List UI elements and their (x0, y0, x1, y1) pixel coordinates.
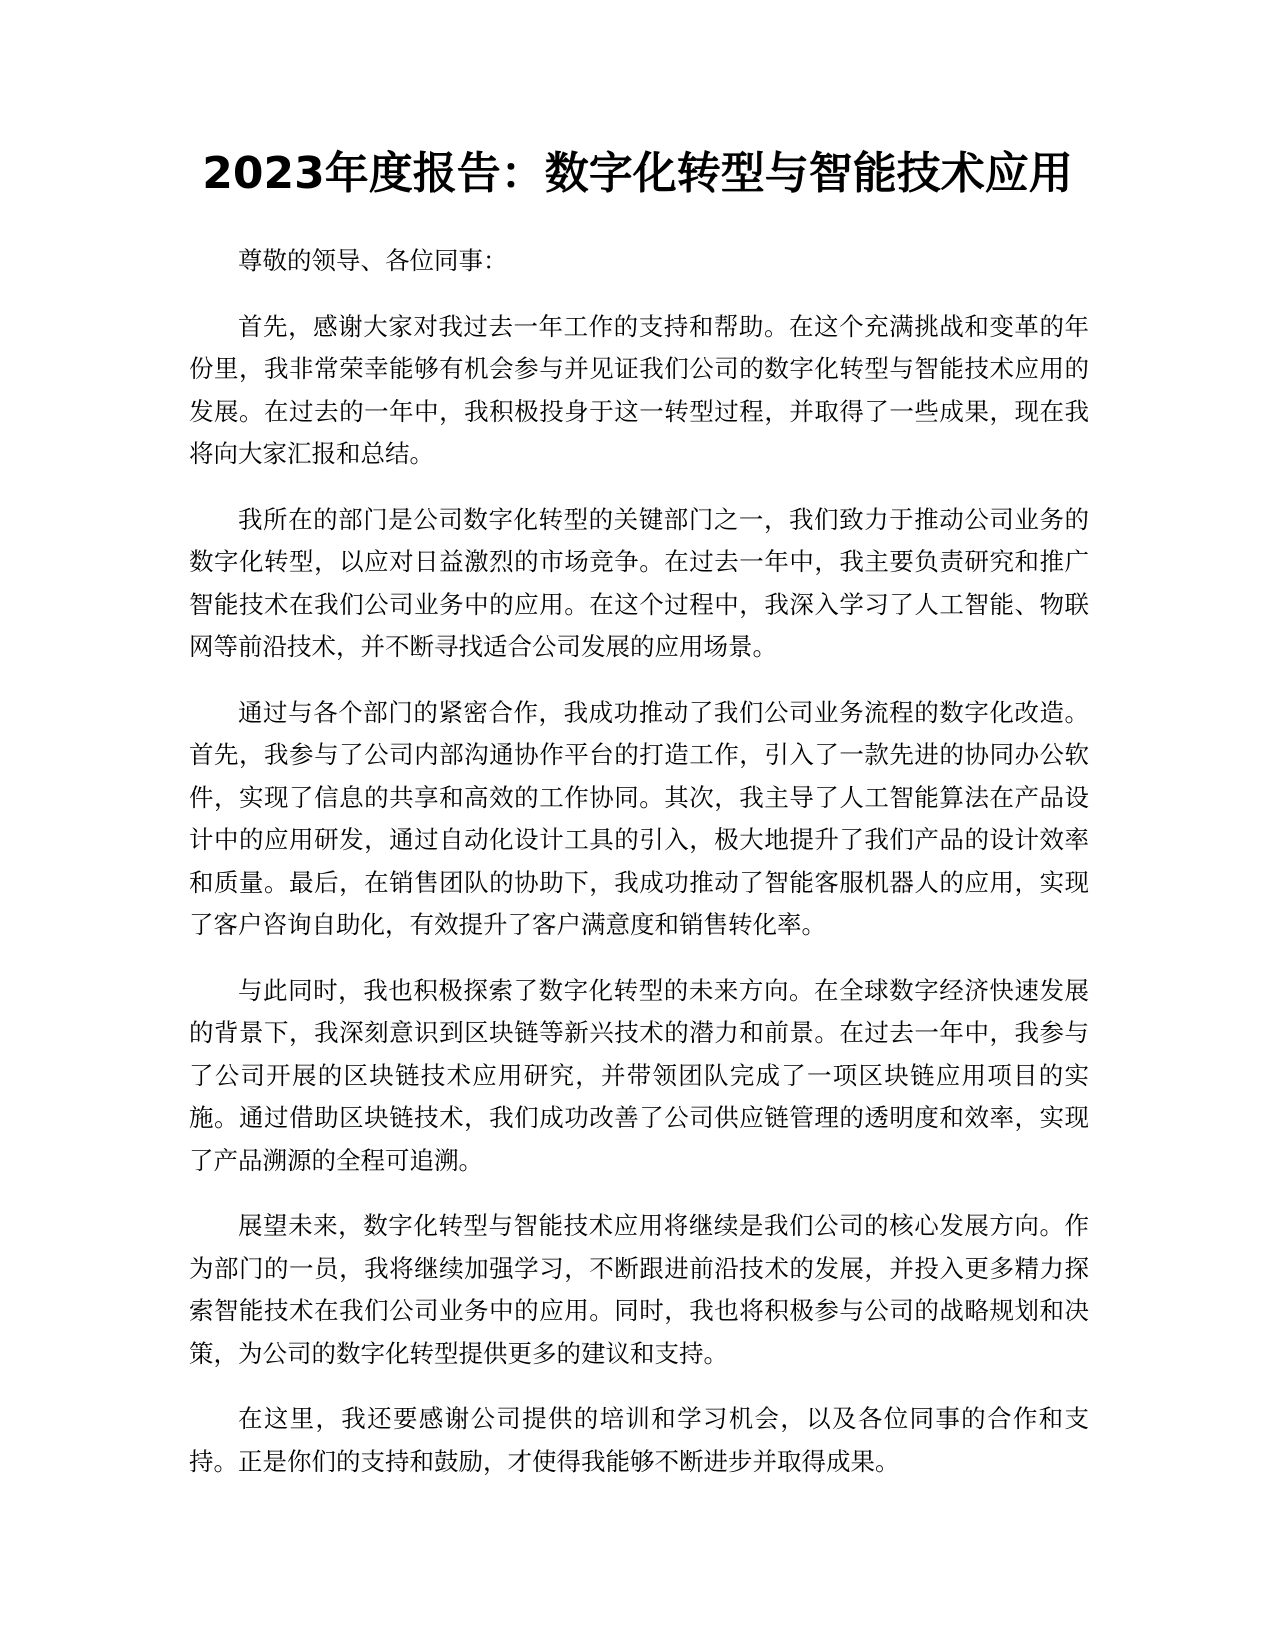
paragraph-2: 我所在的部门是公司数字化转型的关键部门之一，我们致力于推动公司业务的数字化转型，以应对日益激烈的市场竞争。在过去一年中，我主要负责研究和推广智能技术在我们公司业务中的应用。在这个过程中，我深入学习了人工智能、物联网等前沿技术，并不断寻找适合公司发展的应用场景。 (189, 504, 1089, 661)
paragraph-1: 首先，感谢大家对我过去一年工作的支持和帮助。在这个充满挑战和变革的年份里，我非常荣幸能够有机会参与并见证我们公司的数字化转型与智能技术应用的发展。在过去的一年中，我积极投身于这一转型过程，并取得了一些成果，现在我将向大家汇报和总结。 (189, 311, 1089, 468)
page-title: 2023年度报告：数字化转型与智能技术应用 (202, 148, 1073, 199)
document-body (189, 240, 1089, 1506)
paragraph-4: 与此同时，我也积极探索了数字化转型的未来方向。在全球数字经济快速发展的背景下，我深刻意识到区块链等新兴技术的潜力和前景。在过去一年中，我参与了公司开展的区块链技术应用研究，并带领团队完成了一项区块链应用项目的实施。通过借助区块链技术，我们成功改善了公司供应链管理的透明度和效率，实现了产品溯源的全程可追溯。 (189, 975, 1089, 1175)
paragraph-5: 展望未来，数字化转型与智能技术应用将继续是我们公司的核心发展方向。作为部门的一员，我将继续加强学习，不断跟进前沿技术的发展，并投入更多精力探索智能技术在我们公司业务中的应用。同时，我也将积极参与公司的战略规划和决策，为公司的数字化转型提供更多的建议和支持。 (189, 1211, 1089, 1368)
paragraph-3: 通过与各个部门的紧密合作，我成功推动了我们公司业务流程的数字化改造。首先，我参与了公司内部沟通协作平台的打造工作，引入了一款先进的协同办公软件，实现了信息的共享和高效的工作协同。其次，我主导了人工智能算法在产品设计中的应用研发，通过自动化设计工具的引入，极大地提升了我们产品的设计效率和质量。最后，在销售团队的协助下，我成功推动了智能客服机器人的应用，实现了客户咨询自助化，有效提升了客户满意度和销售转化率。 (189, 697, 1089, 939)
paragraph-6: 在这里，我还要感谢公司提供的培训和学习机会，以及各位同事的合作和支持。正是你们的支持和鼓励，才使得我能够不断进步并取得成果。 (189, 1404, 1089, 1476)
paragraph-greeting: 尊敬的领导、各位同事： (238, 246, 508, 275)
